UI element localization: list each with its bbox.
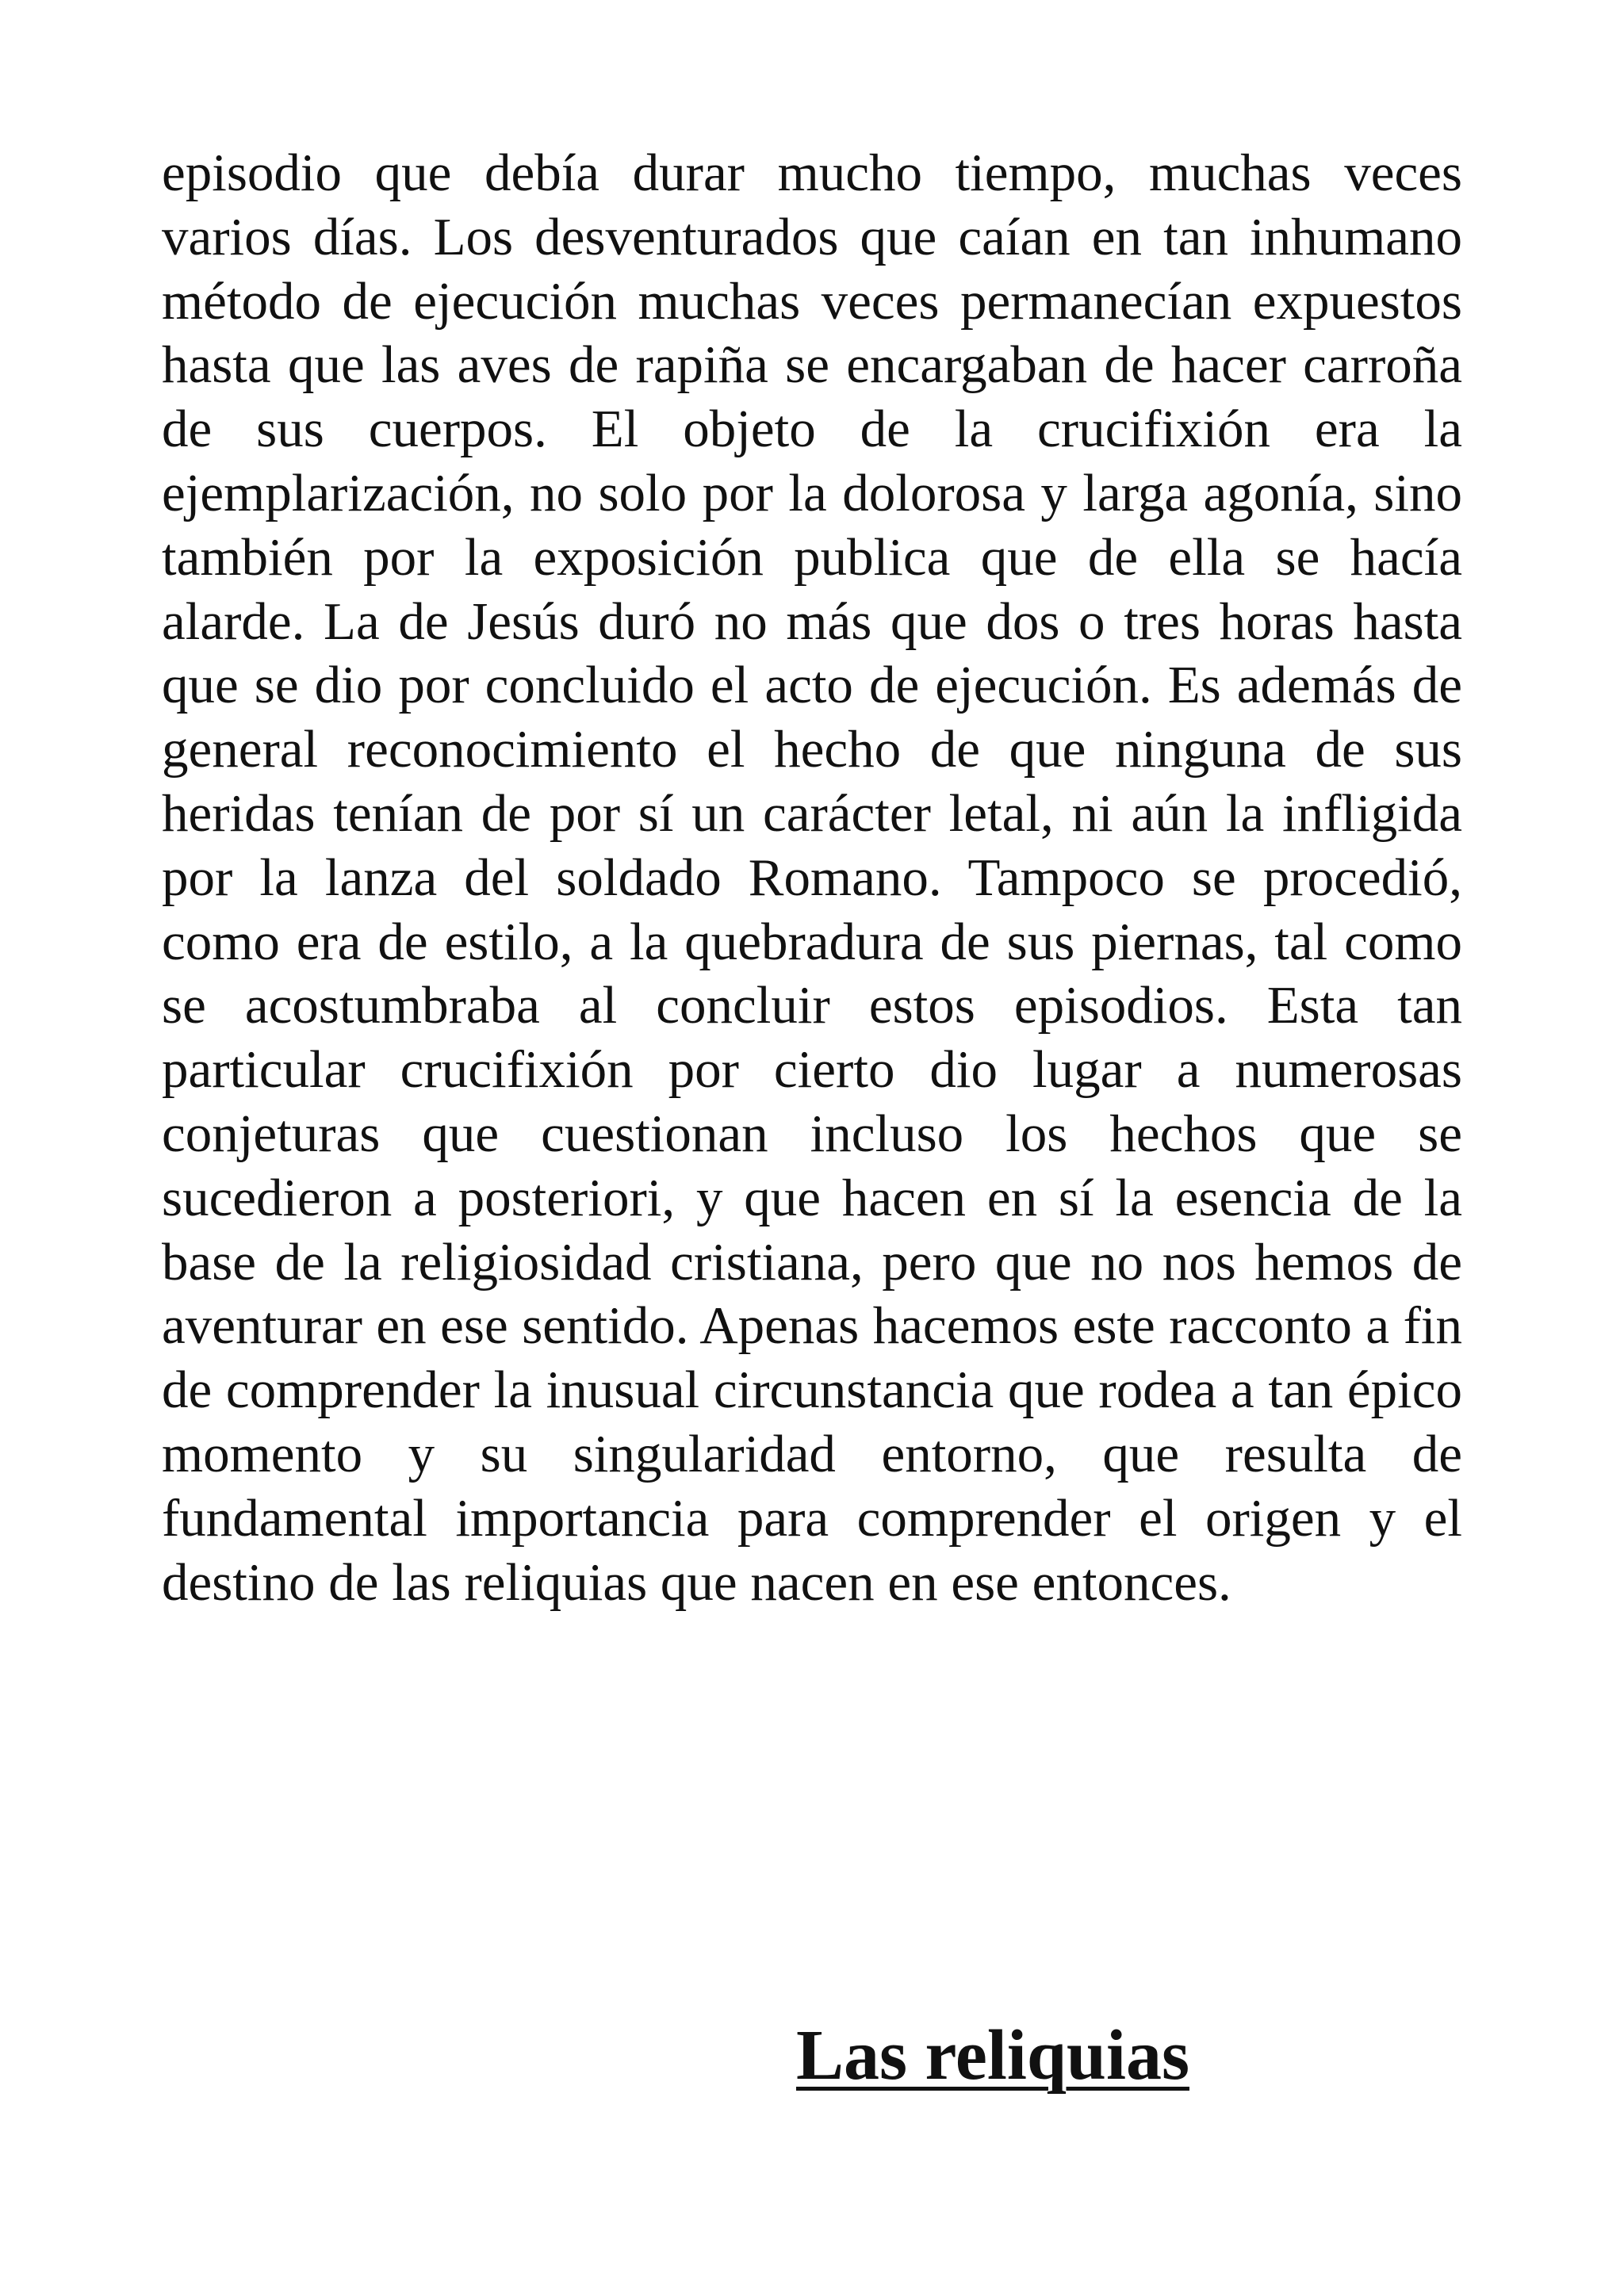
section-heading: Las reliquias	[796, 2016, 1189, 2095]
body-paragraph: episodio que debía durar mucho tiempo, muchas veces varios días. Los desventurados que caían en tan inhumano método de ejecución muchas veces permanecían expuestos hasta que las aves de rapiña se encargaban de hacer carroña de sus cuerpos. El objeto de la crucifixión era la ejemplarización, no solo por la dolorosa y larga agonía, sino también por la exposición publica que de ella se hacía alarde. La de Jesús duró no más que dos o tres horas hasta que se dio por concluido el acto de ejecución. Es además de general reconocimiento el hecho de que ninguna de sus heridas tenían de por sí un carácter letal, ni aún la infligida por la lanza del soldado Romano. Tampoco se procedió, como era de estilo, a la quebradura de sus piernas, tal como se acostumbraba al concluir estos episodios. Esta tan particular crucifixión por cierto dio lugar a numerosas conjeturas que cuestionan incluso los hechos que se sucedieron a posteriori, y que hacen en sí la esencia de la base de la religiosidad cristiana, pero que no nos hemos de aventurar en ese sentido. Apenas hacemos este racconto a fin de comprender la inusual circunstancia que rodea a tan épico momento y su singularidad entorno, que resulta de fundamental importancia para comprender el origen y el destino de las reliquias que nacen en ese entonces.	[162, 144, 1462, 1612]
